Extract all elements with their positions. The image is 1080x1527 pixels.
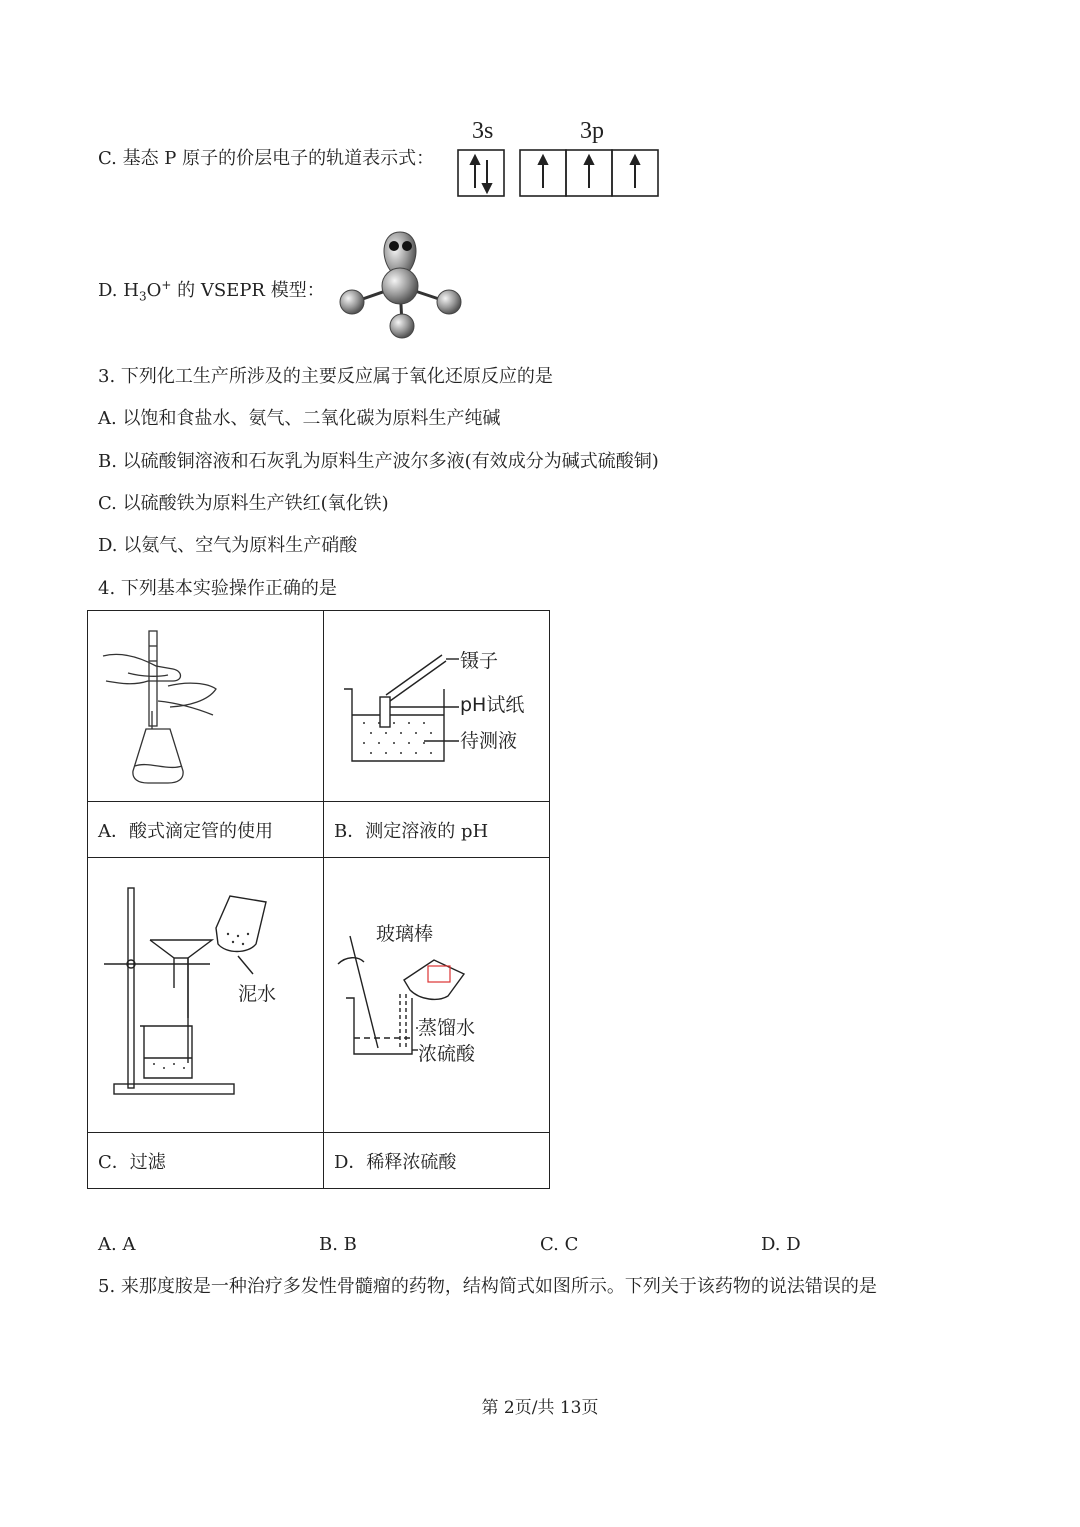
orbital-diagram	[456, 148, 666, 200]
label-ph-paper: pH试纸	[460, 694, 525, 716]
q2-option-c: C. 基态 P 原子的价层电子的轨道表示式：	[98, 148, 435, 169]
answer-a[interactable]: A. A	[98, 1234, 136, 1255]
formula-h: H	[123, 280, 139, 301]
burette-figure	[88, 611, 323, 797]
label-conc-sulfuric-acid: 浓硫酸	[418, 1043, 476, 1065]
orbital-box-3s	[458, 150, 504, 196]
label-distilled-water: 蒸馏水	[418, 1017, 476, 1039]
page-footer: 第 2页/共 13页	[481, 1398, 599, 1418]
cell-c-figure	[88, 858, 324, 1133]
cell-d-figure	[324, 858, 550, 1133]
orbital-3p-label: 3p	[580, 118, 604, 144]
q3-option-d: D. 以氨气、空气为原料生产硝酸	[98, 535, 358, 556]
dilution-figure	[324, 858, 549, 1128]
caption-a: A．酸式滴定管的使用	[88, 802, 324, 858]
option-d-prefix: D.	[98, 280, 124, 301]
formula-sub: 3	[138, 289, 147, 304]
answer-b[interactable]: B. B	[319, 1234, 357, 1255]
q3-option-a: A. 以饱和食盐水、氨气、二氧化碳为原料生产纯碱	[98, 408, 501, 429]
q3-stem: 3. 下列化工生产所涉及的主要反应属于氧化还原反应的是	[98, 366, 553, 387]
label-glass-rod: 玻璃棒	[376, 923, 434, 945]
caption-b: B．测定溶液的 pH	[324, 802, 550, 858]
label-test-liquid: 待测液	[460, 730, 518, 752]
cell-a-figure	[88, 611, 324, 802]
q4-stem: 4. 下列基本实验操作正确的是	[98, 578, 337, 599]
label-tweezers: 镊子	[460, 650, 499, 672]
filtration-figure	[88, 858, 323, 1128]
answer-d[interactable]: D. D	[761, 1234, 801, 1255]
answer-c[interactable]: C. C	[540, 1234, 579, 1255]
q3-option-c: C. 以硫酸铁为原料生产铁红(氧化铁)	[98, 493, 389, 514]
q3-option-b: B. 以硫酸铜溶液和石灰乳为原料生产波尔多液(有效成分为碱式硫酸铜)	[98, 451, 659, 472]
orbital-3s-label: 3s	[472, 118, 494, 144]
cell-b-figure	[324, 611, 550, 802]
ph-test-figure	[324, 611, 549, 797]
option-d-suffix: 的 VSEPR 模型：	[171, 280, 325, 301]
formula-sup: +	[161, 278, 172, 292]
q5-stem: 5. 来那度胺是一种治疗多发性骨髓瘤的药物，结构简式如图所示。下列关于该药物的说法错误的是	[98, 1276, 877, 1297]
formula-o: O	[146, 280, 162, 301]
label-muddy-water: 泥水	[238, 983, 277, 1005]
q2-option-d	[98, 274, 325, 308]
caption-c: C．过滤	[88, 1133, 324, 1189]
caption-d: D．稀释浓硫酸	[324, 1133, 550, 1189]
vsepr-model-image	[330, 226, 470, 341]
experiment-table	[87, 610, 550, 1189]
